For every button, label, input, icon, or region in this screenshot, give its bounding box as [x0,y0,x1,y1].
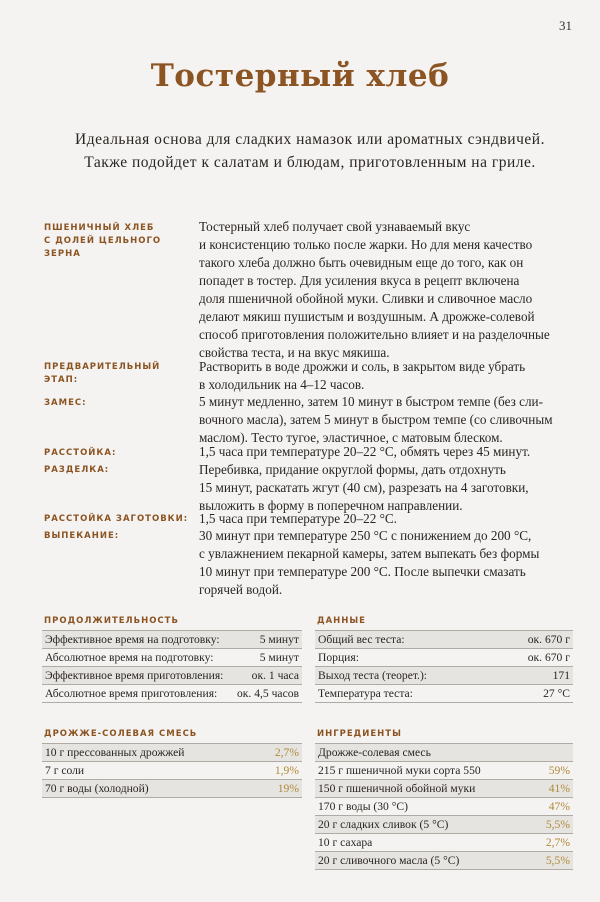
cell-value: 5,5% [534,852,573,870]
cell-name: Выход теста (теорет.): [315,667,497,685]
cell-name: Абсолютное время приготовления: [42,685,232,703]
duration-table [42,630,302,703]
cell-name: 20 г сладких сливок (5 °С) [315,816,534,834]
cell-value [534,744,573,762]
cell-name: Порция: [315,649,497,667]
cell-value: 5,5% [534,816,573,834]
step-label-kneading: ЗАМЕС: [44,398,87,408]
page-title: Тостерный хлеб [150,58,450,94]
cell-value: 171 [497,667,573,685]
cell-value: 27 °С [497,685,573,703]
cell-name: 7 г соли [42,762,257,780]
table-row [315,631,573,649]
table-row [315,667,573,685]
step-text-baking: 30 минут при температуре 250 °С с понижением до 200 °С, с увлажнением пекарной камеры, затем выпекать без формы 10 минут при температуре 200 °С. После выпечки смазать горячей водой. [199,528,540,597]
cell-name: 10 г сахара [315,834,534,852]
cell-value: 2,7% [534,834,573,852]
cell-value: ок. 670 г [497,649,573,667]
salt-yeast-table [42,743,302,798]
table-row [42,631,302,649]
step-label-final-proofing: РАССТОЙКА ЗАГОТОВКИ: [44,514,189,524]
cell-name: 10 г прессованных дрожжей [42,744,257,762]
table-row [42,649,302,667]
table-row [315,816,573,834]
cell-name: 150 г пшеничной обойной муки [315,780,534,798]
table-row [315,852,573,870]
cell-value: 19% [257,780,302,798]
subtitle-line: Идеальная основа для сладких намазок или ароматных сэндвичей. [75,131,545,148]
table-row [42,762,302,780]
cell-value: 41% [534,780,573,798]
cell-value: 5 минут [232,631,302,649]
cell-value: 5 минут [232,649,302,667]
cell-name: Температура теста: [315,685,497,703]
cell-name: 20 г сливочного масла (5 °С) [315,852,534,870]
data-heading: ДАННЫЕ [317,616,366,626]
cell-value: ок. 670 г [497,631,573,649]
salt-yeast-heading: ДРОЖЖЕ-СОЛЕВАЯ СМЕСЬ [44,729,198,739]
cell-value: 2,7% [257,744,302,762]
step-text-kneading: 5 минут медленно, затем 10 минут в быстром темпе (без сли- вочного масла), затем 5 минут в быстром темпе (со сливочным маслом). Тесто тугое, эластичное, с матовым блеском. [199,394,553,445]
step-text-proofing: 1,5 часа при температуре 20–22 °С, обмять через 45 минут. [199,444,531,459]
step-label-preliminary: ПРЕДВАРИТЕЛЬНЫЙ ЭТАП: [44,362,161,385]
step-text-shaping: Перебивка, придание округлой формы, дать отдохнуть 15 минут, раскатать жгут (40 см), разрезать на 4 заготовки, выложить в форму в поперечном направлении. [199,462,529,513]
table-row [315,762,573,780]
table-row [315,780,573,798]
step-text-final-proofing: 1,5 часа при температуре 20–22 °С. [199,511,397,526]
cell-name: Общий вес теста: [315,631,497,649]
table-row [315,649,573,667]
subtitle-line: Также подойдет к салатам и блюдам, приготовленным на гриле. [84,154,536,171]
table-row [42,780,302,798]
cell-name: Эффективное время приготовления: [42,667,232,685]
intro-text: Тостерный хлеб получает свой узнаваемый вкус и консистенцию только после жарки. Но для меня качество такого хлеба должно быть очевидным еще до того, как он попадет в тостер. Для усиления вкуса в рецепт включена доля пшеничной обойной муки. Сливки и сливочное масло делают мякиш пушистым и воздушным. А дрожже-солевой способ приготовления положительно влияет и на разделочные свойства теста, и на вкус мякиша. [199,219,550,360]
table-row [42,667,302,685]
subtitle [40,128,580,174]
cell-value: 47% [534,798,573,816]
table-row [42,744,302,762]
duration-heading: ПРОДОЛЖИТЕЛЬНОСТЬ [44,616,179,626]
cell-value: 1,9% [257,762,302,780]
table-row [315,834,573,852]
ingredients-table [315,743,573,870]
table-row [315,744,573,762]
cell-name: Эффективное время на подготовку: [42,631,232,649]
cell-value: ок. 4,5 часов [232,685,302,703]
step-text-preliminary: Растворить в воде дрожжи и соль, в закрытом виде убрать в холодильник на 4–12 часов. [199,359,526,392]
step-label-proofing: РАССТОЙКА: [44,448,117,458]
table-row [315,685,573,703]
cell-value: 59% [534,762,573,780]
data-table [315,630,573,703]
table-row [42,685,302,703]
page-number: 31 [559,18,572,33]
cell-name: 215 г пшеничной муки сорта 550 [315,762,534,780]
cell-value: ок. 1 часа [232,667,302,685]
intro-label: ПШЕНИЧНЫЙ ХЛЕБ С ДОЛЕЙ ЦЕЛЬНОГО ЗЕРНА [44,223,162,259]
table-row [315,798,573,816]
step-label-baking: ВЫПЕКАНИЕ: [44,531,120,541]
cell-name: 170 г воды (30 °С) [315,798,534,816]
step-label-shaping: РАЗДЕЛКА: [44,465,110,475]
ingredients-heading: ИНГРЕДИЕНТЫ [317,729,402,739]
cell-name: 70 г воды (холодной) [42,780,257,798]
cell-name: Дрожже-солевая смесь [315,744,534,762]
cell-name: Абсолютное время на подготовку: [42,649,232,667]
